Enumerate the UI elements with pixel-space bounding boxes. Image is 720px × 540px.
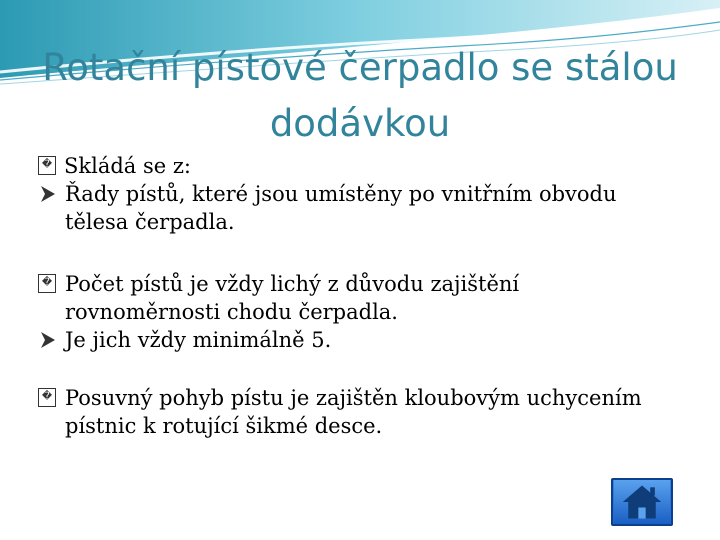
bullet-item-1 — [40, 152, 680, 180]
home-icon — [613, 480, 671, 524]
missing-glyph-bullet-icon: � — [38, 388, 56, 407]
slide-title: Rotační pístové čerpadlo se stálou dodávkou — [42, 46, 678, 145]
bullet-text: Posuvný pohyb pístu je zajištěn kloubovým uchycením pístnic k rotující šikmé desce. — [65, 386, 642, 438]
arrow-bullet-icon — [38, 330, 58, 350]
home-button[interactable] — [611, 478, 673, 526]
sub-bullet-item-2 — [40, 326, 680, 354]
bullet-item-3 — [40, 384, 680, 440]
missing-glyph-bullet-icon: � — [38, 274, 56, 293]
bullet-item-2 — [40, 270, 680, 326]
arrow-bullet-icon — [38, 184, 58, 204]
sub-bullet-item-1 — [40, 180, 680, 236]
bullet-text: Skládá se z: — [64, 154, 192, 178]
sub-bullet-text: Řady pístů, které jsou umístěny po vnitřním obvodu tělesa čerpadla. — [65, 182, 617, 234]
sub-bullet-text: Je jich vždy minimálně 5. — [65, 328, 332, 352]
slide-body — [40, 152, 680, 440]
missing-glyph-bullet-icon: � — [38, 156, 56, 175]
bullet-text: Počet pístů je vždy lichý z důvodu zajištění rovnoměrnosti chodu čerpadla. — [65, 272, 520, 324]
